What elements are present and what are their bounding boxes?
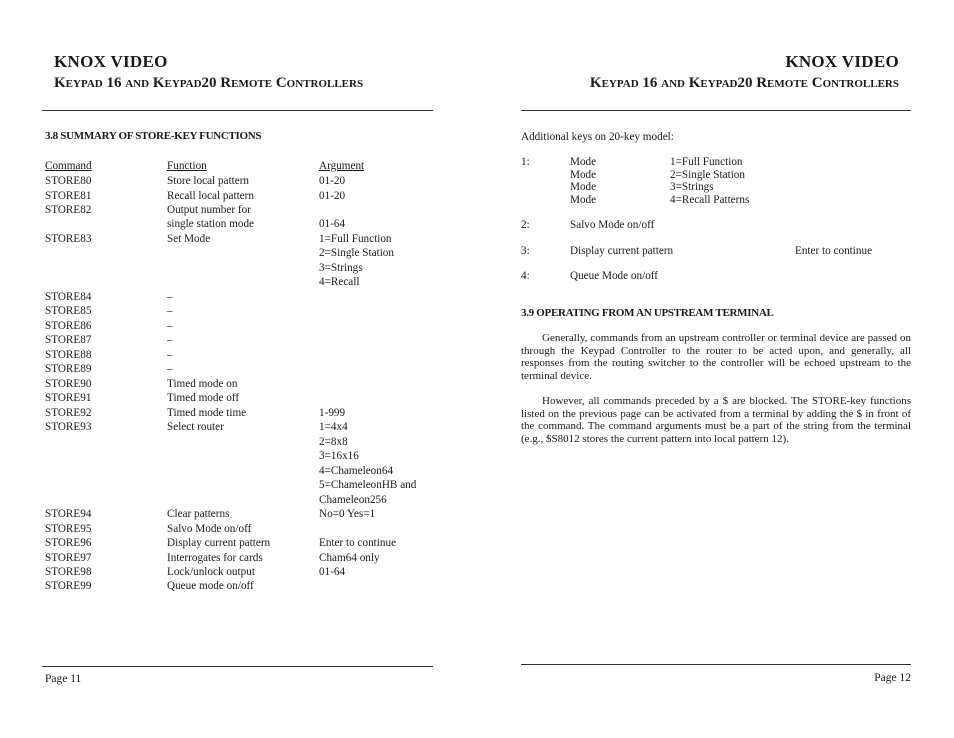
table-cell-command: STORE99 <box>45 580 92 593</box>
table-cell-function: – <box>167 290 173 303</box>
key-number: 4: <box>521 270 530 282</box>
table-cell-argument: Cham64 only <box>319 551 380 564</box>
column-header-argument: Argument <box>319 160 365 172</box>
key-action: Salvo Mode on/off <box>570 219 655 231</box>
table-cell-argument: 4=Chameleon64 <box>319 464 394 477</box>
paragraph-blocked-commands: However, all commands preceded by a $ are blocked. The STORE-key functions listed on the previous page can be activated from a terminal by adding the $ in front of the command. The command arguments must be a part of the string from the terminal (e.g., $S8012 stores the current pattern into local pattern 12). <box>521 395 911 445</box>
column-header-function: Function <box>167 160 207 172</box>
table-cell-function: Timed mode on <box>167 377 238 390</box>
table-cell-command: STORE80 <box>45 175 92 187</box>
table-cell-command: STORE98 <box>45 566 92 578</box>
table-cell-command: STORE91 <box>45 392 92 405</box>
right-brand-title: KNOX VIDEO <box>785 52 899 71</box>
left-subtitle: Keypad 16 and Keypad20 Remote Controllers <box>54 75 364 91</box>
table-cell-function: Display current pattern <box>167 537 271 549</box>
table-cell-argument: 2=8x8 <box>319 435 348 448</box>
table-cell-command: STORE97 <box>45 551 92 564</box>
table-cell-function: – <box>167 305 173 318</box>
table-cell-argument: 1=Full Function <box>319 232 392 245</box>
key-mode-value: 4=Recall Patterns <box>670 194 750 207</box>
table-cell-argument: 3=Strings <box>319 261 363 274</box>
table-cell-function: Queue mode on/off <box>167 580 254 593</box>
key-action: Display current pattern <box>570 245 674 257</box>
table-cell-command: STORE86 <box>45 319 92 332</box>
table-cell-argument: No=0 Yes=1 <box>319 508 376 520</box>
table-cell-command: STORE88 <box>45 348 92 361</box>
paragraph-upstream-commands: Generally, commands from an upstream controller or terminal device are passed on through the Keypad Controller to the router to be acted upon, and generally, all responses from the routing switcher to the controller will be echoed upstream to the terminal device. <box>521 332 911 382</box>
table-cell-argument: 1=4x4 <box>319 421 348 434</box>
table-cell-function: – <box>167 334 173 347</box>
table-cell-function: Output number for <box>167 204 251 216</box>
additional-keys-intro: Additional keys on 20-key model: <box>521 131 674 143</box>
right-subtitle: Keypad 16 and Keypad20 Remote Controllers <box>589 75 899 91</box>
key-mode-value: 1=Full Function <box>670 156 743 168</box>
table-cell-command: STORE93 <box>45 421 92 434</box>
table-cell-command: STORE96 <box>45 537 92 549</box>
right-header-rule <box>521 110 911 111</box>
key-number: 2: <box>521 219 530 231</box>
key-action: Mode <box>570 156 597 168</box>
left-page-number: Page 11 <box>45 673 82 685</box>
key-action: Mode <box>570 194 597 207</box>
table-cell-argument: 01-64 <box>319 218 346 231</box>
table-cell-function: Lock/unlock output <box>167 566 255 578</box>
right-page-number: Page 12 <box>874 672 911 684</box>
table-cell-argument: 2=Single Station <box>319 247 394 260</box>
right-footer-rule <box>521 664 911 665</box>
table-cell-command: STORE81 <box>45 189 92 202</box>
key-number: 3: <box>521 245 530 257</box>
table-cell-command: STORE85 <box>45 305 92 318</box>
key-mode-value: 3=Strings <box>670 181 714 194</box>
key-number: 1: <box>521 156 530 168</box>
table-cell-function: Clear patterns <box>167 508 230 520</box>
key-action: Mode <box>570 181 597 194</box>
table-cell-function: – <box>167 363 173 376</box>
table-cell-argument: 5=ChameleonHB and <box>319 479 417 492</box>
table-cell-command: STORE90 <box>45 377 92 390</box>
table-cell-function: Timed mode time <box>167 406 247 419</box>
table-cell-function: single station mode <box>167 218 255 231</box>
column-header-command: Command <box>45 160 92 172</box>
right-section-heading: 3.9 OPERATING FROM AN UPSTREAM TERMINAL <box>521 307 774 319</box>
key-mode-value: 2=Single Station <box>670 168 745 181</box>
table-cell-argument: Chameleon256 <box>319 493 387 506</box>
left-header-rule <box>42 110 433 111</box>
table-cell-argument: 1-999 <box>319 406 346 419</box>
table-cell-function: – <box>167 319 173 332</box>
table-cell-argument: Enter to continue <box>319 537 397 549</box>
table-cell-function: Salvo Mode on/off <box>167 522 252 535</box>
left-footer-rule <box>42 666 433 667</box>
table-cell-command: STORE92 <box>45 406 92 419</box>
table-cell-function: Timed mode off <box>167 392 240 405</box>
table-cell-command: STORE89 <box>45 363 92 376</box>
table-cell-command: STORE82 <box>45 204 92 216</box>
table-cell-command: STORE84 <box>45 290 92 303</box>
table-cell-function: Interrogates for cards <box>167 551 263 564</box>
table-cell-function: Store local pattern <box>167 175 250 187</box>
key-action: Mode <box>570 168 597 181</box>
table-cell-function: Recall local pattern <box>167 189 254 202</box>
table-cell-argument: 01-20 <box>319 175 346 187</box>
table-cell-argument: 01-64 <box>319 566 346 578</box>
table-cell-function: – <box>167 348 173 361</box>
key-action: Queue Mode on/off <box>570 270 659 282</box>
left-section-heading: 3.8 SUMMARY OF STORE-KEY FUNCTIONS <box>45 130 262 142</box>
table-cell-command: STORE95 <box>45 522 92 535</box>
left-brand-title: KNOX VIDEO <box>54 52 168 71</box>
table-cell-command: STORE83 <box>45 232 92 245</box>
table-cell-argument: 3=16x16 <box>319 450 359 463</box>
table-cell-argument: 01-20 <box>319 189 346 202</box>
key-note: Enter to continue <box>795 245 873 257</box>
table-cell-command: STORE94 <box>45 508 92 520</box>
table-cell-argument: 4=Recall <box>319 276 360 289</box>
table-cell-command: STORE87 <box>45 334 92 347</box>
table-cell-function: Select router <box>167 421 224 434</box>
table-cell-function: Set Mode <box>167 232 211 245</box>
